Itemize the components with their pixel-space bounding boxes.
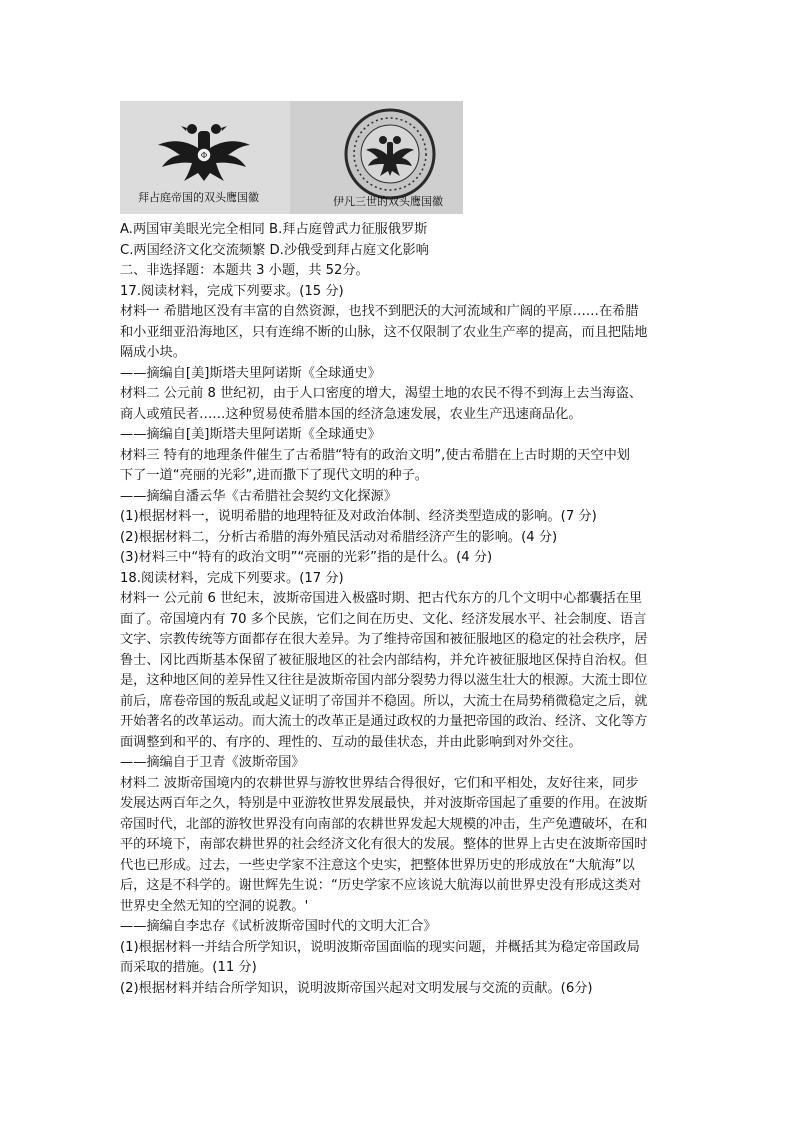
text-line: 文字、宗教传统等方面都存在很大差异。为了维持帝国和被征服地区的稳定的社会秩序，居 xyxy=(120,632,648,647)
text-line: 隔成小块。 xyxy=(120,345,186,360)
text-line: 是，这种地区间的差异性又往往是波斯帝国内部分裂势力得以滋生壮大的根源。大流士即位 xyxy=(120,673,648,688)
text-line: 发展达两百年之久，特别是中亚游牧世界发展最快，并对波斯帝国起了重要的作用。在波斯 xyxy=(120,796,648,811)
text-line: 帝国时代，北部的游牧世界没有向南部的农耕世界发起大规模的冲击，生产免遭破坏，在和 xyxy=(120,816,648,832)
text-line: 材料一 公元前 6 世纪末，波斯帝国进入极盛时期、把古代东方的几个文明中心都囊括在里 xyxy=(120,591,643,606)
section-heading: 二、非选择题：本题共 3 小题，共 52分。 xyxy=(120,263,369,278)
emblem-figure xyxy=(120,101,463,214)
sub-question: (1)根据材料一，说明希腊的地理特征及对政治体制、经济类型造成的影响。(7 分) xyxy=(120,509,597,524)
text-line: 前后，席卷帝国的叛乱或起义证明了帝国并不稳固。所以，大流士在局势稍微稳定之后，就 xyxy=(120,693,648,709)
text-line: 鲁士、冈比西斯基本保留了被征服地区的社会内部结构，并允许被征服地区保持自治权。但 xyxy=(120,652,648,668)
ivan-seal-image xyxy=(342,106,438,202)
source-citation: ——摘编自李忠存《试析波斯帝国时代的文明大汇合》 xyxy=(120,919,437,934)
text-line: 下了一道“亮丽的光彩”,进而撒下了现代文明的种子。 xyxy=(120,468,428,483)
text-line: 平的环境下，南部农耕世界的社会经济文化有很大的发展。整体的世界上古史在波斯帝国时 xyxy=(120,837,648,852)
question-heading: 18.阅读材料，完成下列要求。(17 分) xyxy=(120,570,344,586)
sub-question: (2)根据材料二，分析古希腊的海外殖民活动对希腊经济产生的影响。(4 分) xyxy=(120,529,558,545)
text-line: 后，这是不科学的。谢世辉先生说：“历史学家不应该说大航海以前世界史没有形成这类对 xyxy=(120,878,642,893)
sub-question: 而采取的措施。(11 分) xyxy=(120,960,257,975)
source-citation: ——摘编自于卫青《波斯帝国》 xyxy=(120,755,305,770)
text-line: 开始著名的改革运动。而大流士的改革正是通过政权的力量把帝国的政治、经济、文化等方 xyxy=(120,714,648,729)
text-line: 材料二 波斯帝国境内的农耕世界与游牧世界结合得很好，它们和平相处，友好往来，同步 xyxy=(120,775,639,791)
text-line: 面调整到和平的、有序的、理性的、互动的最佳状态，并由此影响到对外交往。 xyxy=(120,734,582,750)
question-heading: 17.阅读材料，完成下列要求。(15 分) xyxy=(120,283,344,299)
sub-question: (2)根据材料并结合所学知识，说明波斯帝国兴起对文明发展与交流的贡献。(6分) xyxy=(120,980,593,996)
caption-ivan: 伊凡三世的双头鹰国徽 xyxy=(333,195,443,208)
caption-byzantine: 拜占庭帝国的双头鹰国徽 xyxy=(138,191,259,204)
svg-text:Φ: Φ xyxy=(200,151,208,160)
source-citation: ——摘编自潘云华《古希腊社会契约文化探源》 xyxy=(120,488,397,504)
text-line: 世界史全然无知的空洞的说教。' xyxy=(120,898,309,914)
text-line: 材料一 希腊地区没有丰富的自然资源，也找不到肥沃的大河流域和广阔的平原……在希腊 xyxy=(120,304,639,319)
source-citation: ——摘编自[美]斯塔夫里阿诺斯《全球通史》 xyxy=(120,427,381,442)
text-line: 代也已形成。过去，一些史学家不注意这个史实，把整体世界历史的形成放在“大航海”以 xyxy=(120,857,635,873)
document-body xyxy=(120,220,680,999)
text-line: 和小亚细亚沿海地区，只有连绵不断的山脉，这不仅限制了农业生产率的提高，而且把陆地 xyxy=(120,324,648,340)
text-line: A.两国审美眼光完全相同 B.拜占庭曾武力征服俄罗斯 xyxy=(120,222,428,237)
sub-question: (1)根据材料一并结合所学知识，说明波斯帝国面临的现实问题，并概括其为稳定帝国政局 xyxy=(120,939,640,955)
text-line: 商人或殖民者……这种贸易使希腊本国的经济急速发展，农业生产迅速商品化。 xyxy=(120,406,582,422)
byzantine-eagle-image xyxy=(154,115,254,185)
source-citation: ——摘编自[美]斯塔夫里阿诺斯《全球通史》 xyxy=(120,365,381,381)
text-line: 面了。帝国境内有 70 多个民族，它们之间在历史、文化、经济发展水平、社会制度、语言 xyxy=(120,611,647,627)
text-line: 材料三 特有的地理条件催生了古希腊“特有的政治文明”,使古希腊在上古时期的天空中划 xyxy=(120,447,630,463)
sub-question: (3)材料三中“特有的政治文明”“亮丽的光彩”指的是什么。(4 分) xyxy=(120,550,493,565)
text-line: 材料二 公元前 8 世纪初，由于人口密度的增大，渴望土地的农民不得不到海上去当海盗、 xyxy=(120,386,643,401)
text-line: C.两国经济文化交流频繁 D.沙俄受到拜占庭文化影响 xyxy=(120,242,429,258)
